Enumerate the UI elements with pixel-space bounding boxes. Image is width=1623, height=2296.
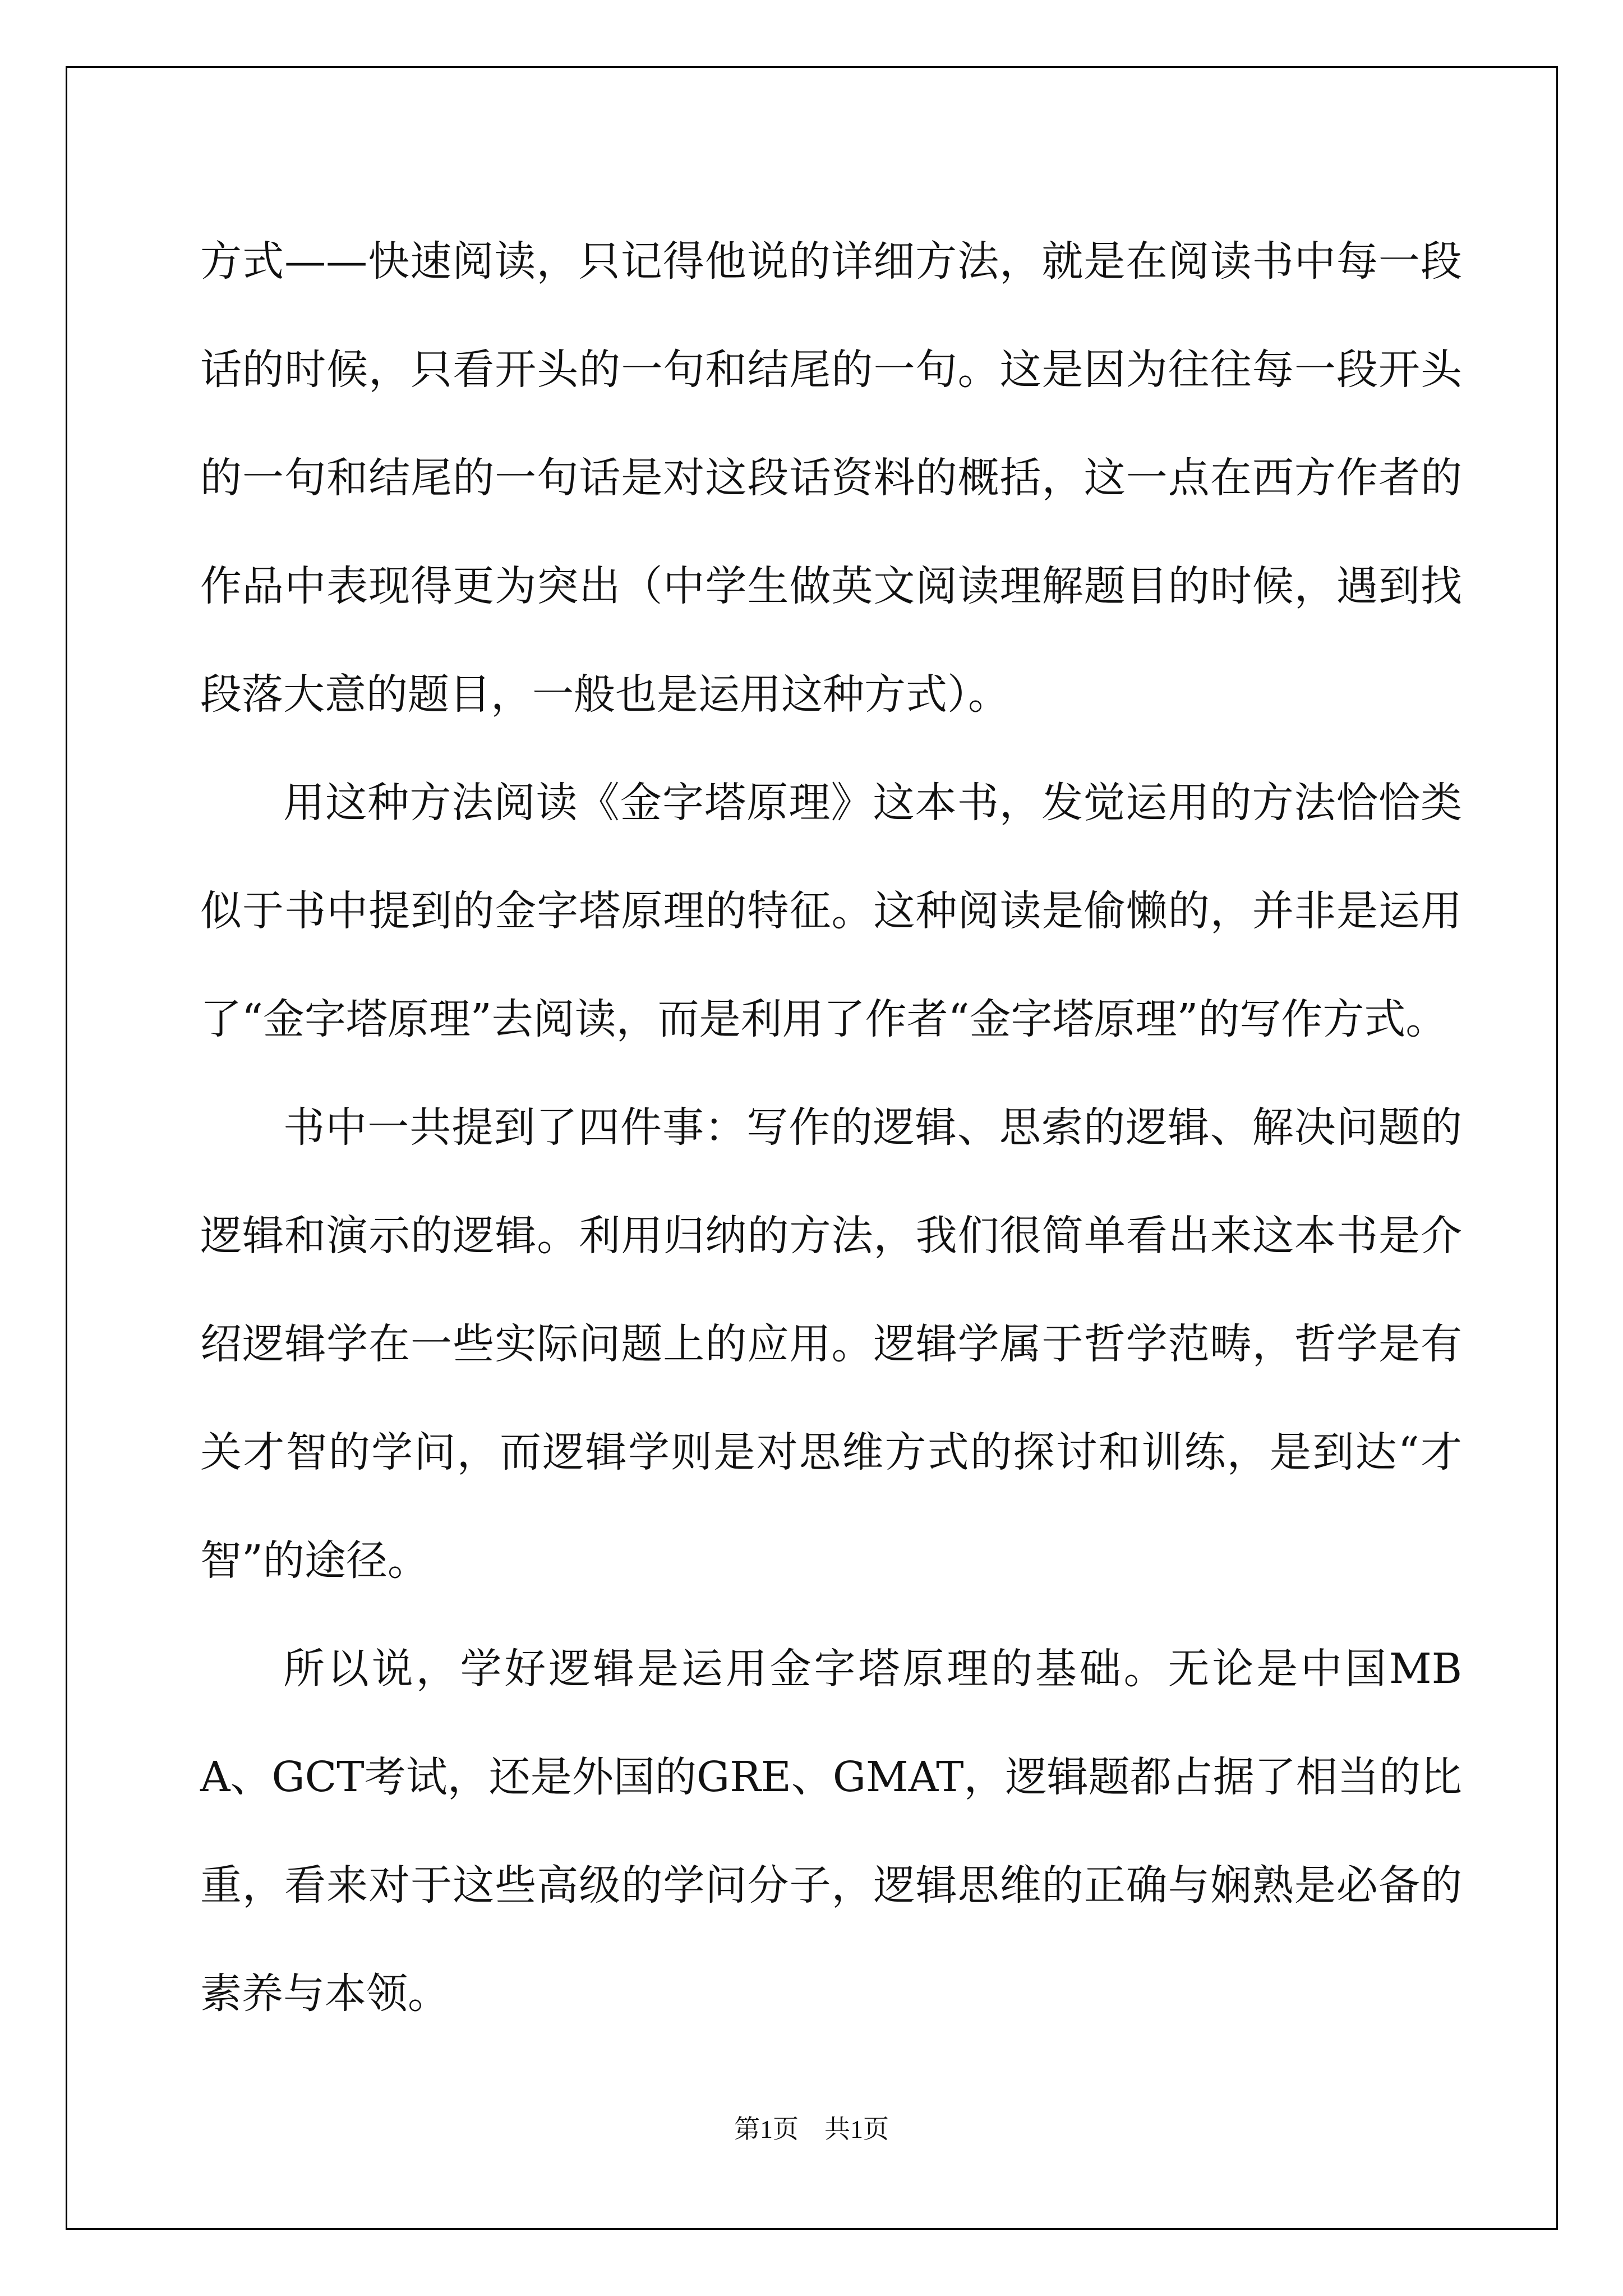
paragraph-1: 方式——快速阅读，只记得他说的详细方法，就是在阅读书中每一段话的时候，只看开头的一句和结尾的一句。这是因为往往每一段开头的一句和结尾的一句话是对这段话资料的概括，这一点在西方作者的作品中表现得更为突出（中学生做英文阅读理解题目的时候，遇到找段落大意的题目，一般也是运用这种方式）。 (200, 237, 1462, 719)
paragraph-4: 所以说，学好逻辑是运用金字塔原理的基础。无论是中国MBA、GCT考试，还是外国的GRE、GMAT，逻辑题都占据了相当的比重，看来对于这些高级的学问分子，逻辑思维的正确与娴熟是必备的素养与本领。 (200, 1645, 1462, 2018)
document-body (200, 208, 1462, 2048)
paragraph-3: 书中一共提到了四件事：写作的逻辑、思索的逻辑、解决问题的逻辑和演示的逻辑。利用归纳的方法，我们很简单看出来这本书是介绍逻辑学在一些实际问题上的应用。逻辑学属于哲学范畴，哲学是有关才智的学问，而逻辑学则是对思维方式的探讨和训练，是到达“才智”的途径。 (200, 1103, 1462, 1585)
page-footer: 第1页 共1页 (734, 2115, 889, 2143)
paragraph-2: 用这种方法阅读《金字塔原理》这本书，发觉运用的方法恰恰类似于书中提到的金字塔原理的特征。这种阅读是偷懒的，并非是运用了“金字塔原理”去阅读，而是利用了作者“金字塔原理”的写作方式。 (200, 779, 1462, 1043)
